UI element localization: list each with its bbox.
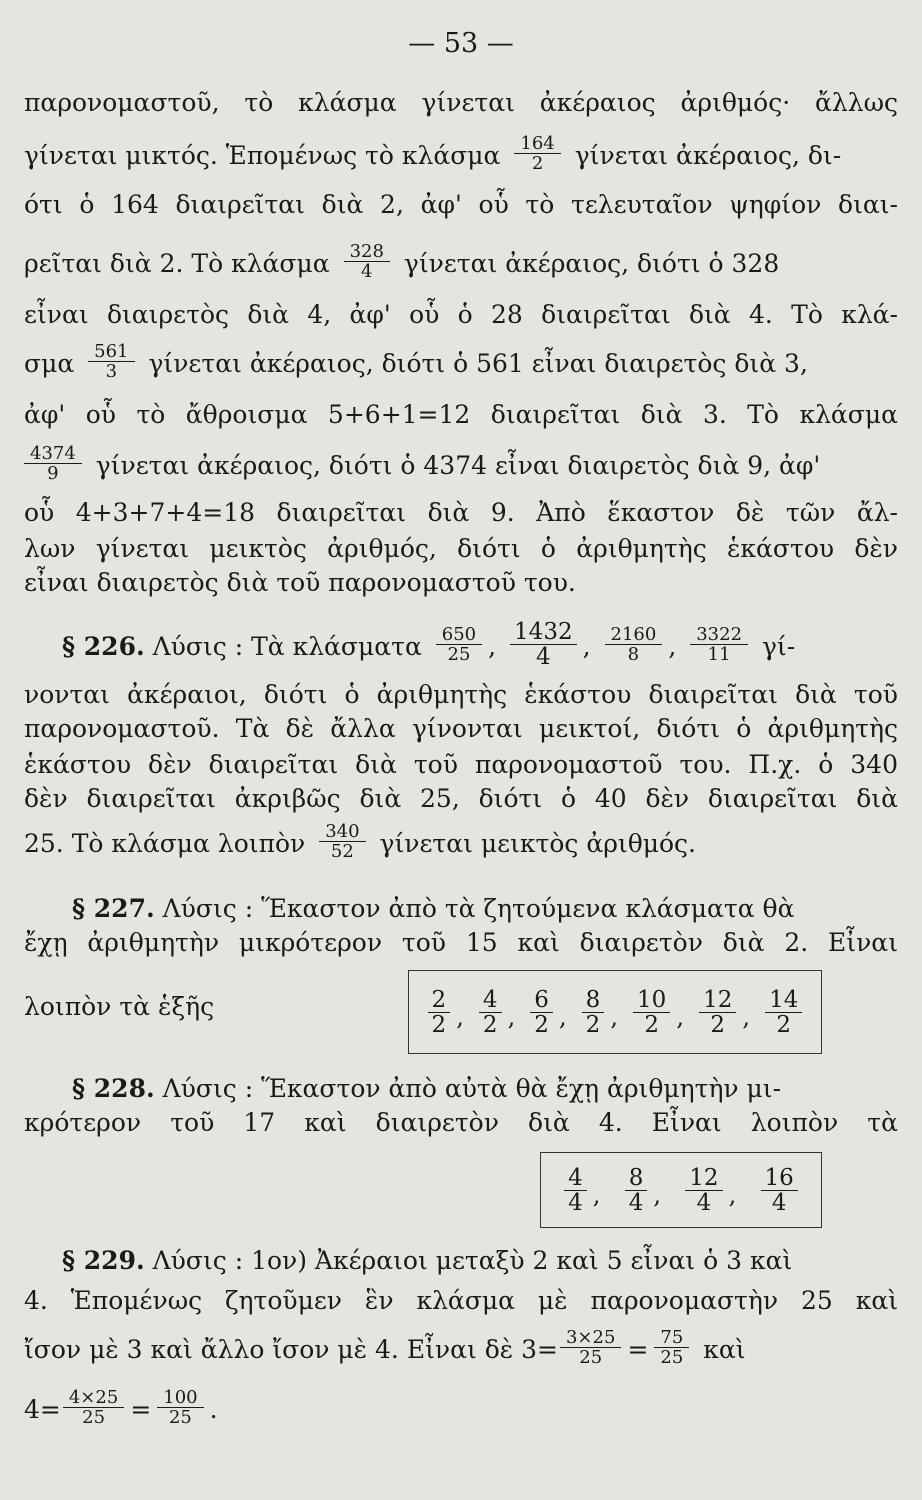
comma: , xyxy=(456,1002,464,1031)
numerator: 4 xyxy=(479,988,502,1013)
text-line: 4. Ἑπομένως ζητοῦμεν ἓν κλάσμα μὲ παρονομαστὴν 25 καὶ xyxy=(24,1286,898,1315)
numerator: 100 xyxy=(157,1388,203,1408)
denominator: 2 xyxy=(585,1011,601,1038)
text-span: Λύσις : Ἕκαστον ἀπὸ αὐτὰ θὰ ἔχῃ ἀριθμητὴν μι- xyxy=(162,1074,782,1103)
numerator: 340 xyxy=(319,822,365,842)
numerator: 328 xyxy=(344,242,390,262)
text-line: ότι ὁ 164 διαιρεῖται διὰ 2, ἀφ' οὗ τὸ τελευταῖον ψηφίον διαι- xyxy=(24,190,898,219)
fraction xyxy=(654,1328,689,1367)
denominator: 4 xyxy=(536,644,551,670)
fraction xyxy=(564,1166,587,1215)
denominator: 2 xyxy=(776,1011,792,1038)
text-span: γίνεται ἀκέραιος, διότι ὁ 561 εἶναι διαιρετὸς διὰ 3, xyxy=(148,349,808,378)
numerator: 164 xyxy=(514,134,560,154)
equals-sign: = xyxy=(627,1335,649,1364)
text-line xyxy=(24,1387,898,1431)
text-span: γίνεται μικτός. Ἑπομένως τὸ κλάσμα xyxy=(24,141,501,170)
comma: , xyxy=(668,632,677,661)
numerator: 2 xyxy=(428,988,451,1013)
text-line xyxy=(62,1244,898,1278)
denominator: 11 xyxy=(707,644,731,665)
denominator: 2 xyxy=(531,153,544,174)
text-line xyxy=(72,1072,898,1106)
numerator: 650 xyxy=(436,625,482,645)
box-fraction-group xyxy=(576,988,618,1037)
denominator: 4 xyxy=(771,1189,787,1216)
text-line xyxy=(62,619,898,673)
text-line: ἔχῃ ἀριθμητὴν μικρότερον τοῦ 15 καὶ διαιρετὸν διὰ 2. Εἶναι xyxy=(24,928,898,957)
denominator: 4 xyxy=(696,1189,712,1216)
denominator: 2 xyxy=(644,1011,659,1038)
text-span: καὶ xyxy=(703,1335,746,1364)
fraction xyxy=(685,1166,722,1215)
box-fraction-group xyxy=(619,1166,661,1215)
text-span: Λύσις : Ἕκαστον ἀπὸ τὰ ζητούμενα κλάσματα θὰ xyxy=(162,894,795,923)
fraction xyxy=(625,1166,648,1215)
text-line xyxy=(24,341,898,385)
box-fraction-group xyxy=(473,988,515,1037)
numerator: 12 xyxy=(699,988,736,1013)
box-fraction-group xyxy=(422,988,464,1037)
numerator: 4 xyxy=(564,1166,587,1191)
text-line: λων γίνεται μεικτὸς ἀριθμός, διότι ὁ ἀριθμητὴς ἑκάστου δὲν xyxy=(24,534,898,563)
text-line xyxy=(24,241,898,285)
fraction xyxy=(479,988,502,1037)
denominator: 4 xyxy=(361,261,373,282)
numerator: 8 xyxy=(582,988,605,1013)
section-number: § 226. xyxy=(62,632,145,661)
text-line: δὲν διαιρεῖται ἀκριβῶς διὰ 25, διότι ὁ 40 δὲν διαιρεῖται διὰ xyxy=(24,784,898,813)
comma: , xyxy=(676,1002,684,1031)
text-line: λοιπὸν τὰ ἑξῆς xyxy=(24,992,215,1021)
fraction xyxy=(24,444,82,483)
numerator: 2160 xyxy=(605,625,663,645)
text-span: 4= xyxy=(24,1395,61,1424)
comma: , xyxy=(728,1180,737,1209)
numerator: 4×25 xyxy=(63,1388,124,1408)
fraction xyxy=(344,242,390,281)
denominator: 25 xyxy=(168,1407,192,1428)
box-fraction-group xyxy=(693,988,750,1037)
text-line: παρονομαστοῦ. Τὰ δὲ ἄλλα γίνονται μεικτοί, διότι ὁ ἀριθμητὴς xyxy=(24,714,898,743)
text-line xyxy=(72,892,898,926)
comma: , xyxy=(488,632,497,661)
text-line xyxy=(24,133,898,177)
text-line: ἑκάστου δὲν διαιρεῖται διὰ τοῦ παρονομαστοῦ του. Π.χ. ὁ 340 xyxy=(24,750,898,779)
fraction xyxy=(699,988,736,1037)
denominator: 4 xyxy=(628,1189,644,1216)
comma: , xyxy=(592,1180,601,1209)
denominator: 4 xyxy=(568,1189,583,1216)
denominator: 25 xyxy=(660,1347,684,1368)
section-number: § 229. xyxy=(62,1246,145,1275)
box-fraction-group xyxy=(558,1166,600,1215)
fraction xyxy=(319,822,365,861)
text-line: κρότερον τοῦ 17 καὶ διαιρετὸν διὰ 4. Εἶναι λοιπὸν τὰ xyxy=(24,1108,898,1137)
denominator: 8 xyxy=(627,644,640,665)
text-span: ἴσον μὲ 3 καὶ ἄλλο ἴσον μὲ 4. Εἶναι δὲ 3= xyxy=(24,1335,558,1364)
fraction xyxy=(560,1328,621,1367)
section-number: § 228. xyxy=(72,1074,155,1103)
text-line: ἀφ' οὗ τὸ ἄθροισμα 5+6+1=12 διαιρεῖται διὰ 3. Τὸ κλάσμα xyxy=(24,400,898,429)
text-line: παρονομαστοῦ, τὸ κλάσμα γίνεται ἀκέραιος ἀριθμός· ἄλλως xyxy=(24,88,898,117)
fraction xyxy=(530,988,553,1037)
box-fraction-group xyxy=(627,988,684,1037)
text-line xyxy=(24,443,898,487)
text-line: οὗ 4+3+7+4=18 διαιρεῖται διὰ 9. Ἀπὸ ἕκαστον δὲ τῶν ἄλ- xyxy=(24,498,898,527)
denominator: 2 xyxy=(431,1011,447,1038)
text-span: 25. Τὸ κλάσμα λοιπὸν xyxy=(24,829,306,858)
comma: , xyxy=(507,1002,516,1031)
text-span: ρεῖται διὰ 2. Τὸ κλάσμα xyxy=(24,249,330,278)
text-span: γίνεται ἀκέραιος, δι- xyxy=(574,141,842,170)
comma: , xyxy=(610,1002,618,1031)
fraction xyxy=(514,134,560,173)
text-span: γίνεται ἀκέραιος, διότι ὁ 4374 εἶναι διαιρετὸς διὰ 9, ἀφ' xyxy=(95,451,821,480)
text-span: γίνεται μεικτὸς ἀριθμός. xyxy=(379,829,697,858)
box-fraction-group xyxy=(679,1166,736,1215)
numerator: 3322 xyxy=(690,625,748,645)
numerator: 3×25 xyxy=(560,1328,621,1348)
text-line: εἶναι διαιρετὸς διὰ τοῦ παρονομαστοῦ του. xyxy=(24,568,576,597)
numerator: 4374 xyxy=(24,444,82,464)
fraction xyxy=(436,625,482,664)
numerator: 75 xyxy=(654,1328,689,1348)
denominator: 9 xyxy=(47,463,59,484)
page-number: — 53 — xyxy=(408,28,514,59)
denominator: 25 xyxy=(579,1347,603,1368)
denominator: 2 xyxy=(482,1011,498,1038)
fraction xyxy=(690,625,748,664)
box-fraction-group xyxy=(524,988,566,1037)
comma: , xyxy=(582,632,591,661)
fraction xyxy=(605,625,663,664)
denominator: 25 xyxy=(447,644,471,665)
numerator: 12 xyxy=(685,1166,722,1191)
box-fraction-group xyxy=(759,988,808,1037)
fraction-list-box xyxy=(540,1152,822,1228)
denominator: 3 xyxy=(105,361,118,382)
comma: , xyxy=(558,1002,567,1031)
denominator: 2 xyxy=(534,1011,549,1038)
text-span: σμα xyxy=(24,349,75,378)
comma: , xyxy=(653,1180,661,1209)
fraction-list-box xyxy=(408,970,822,1054)
fraction xyxy=(765,988,802,1037)
fraction xyxy=(88,342,134,381)
numerator: 16 xyxy=(761,1166,798,1191)
fraction xyxy=(63,1388,124,1427)
period: . xyxy=(209,1395,218,1424)
fraction xyxy=(428,988,451,1037)
text-line: εἶναι διαιρετὸς διὰ 4, ἀφ' οὗ ὁ 28 διαιρεῖται διὰ 4. Τὸ κλά- xyxy=(24,300,898,329)
denominator: 25 xyxy=(82,1407,106,1428)
box-fraction-group xyxy=(755,1166,804,1215)
equals-sign: = xyxy=(130,1395,152,1424)
denominator: 52 xyxy=(330,841,354,862)
fraction xyxy=(633,988,670,1037)
fraction xyxy=(761,1166,798,1215)
comma: , xyxy=(742,1002,750,1031)
text-span: γίνεται ἀκέραιος, διότι ὁ 328 xyxy=(403,249,780,278)
fraction xyxy=(582,988,605,1037)
numerator: 14 xyxy=(765,988,802,1013)
text-line xyxy=(24,1327,898,1371)
text-span: Λύσις : Τὰ κλάσματα xyxy=(152,632,422,661)
fraction xyxy=(510,620,577,669)
numerator: 8 xyxy=(625,1166,648,1191)
numerator: 6 xyxy=(530,988,553,1013)
denominator: 2 xyxy=(710,1011,726,1038)
text-line: νονται ἀκέραιοι, διότι ὁ ἀριθμητὴς ἑκάστου διαιρεῖται διὰ τοῦ xyxy=(24,680,898,709)
fraction xyxy=(157,1388,203,1427)
text-span: γί- xyxy=(761,632,796,661)
text-span: Λύσις : 1ον) Ἀκέραιοι μεταξὺ 2 καὶ 5 εἶναι ὁ 3 καὶ xyxy=(152,1246,793,1275)
numerator: 1432 xyxy=(510,620,577,645)
text-line xyxy=(24,821,898,865)
section-number: § 227. xyxy=(72,894,155,923)
numerator: 561 xyxy=(88,342,134,362)
numerator: 10 xyxy=(633,988,670,1013)
